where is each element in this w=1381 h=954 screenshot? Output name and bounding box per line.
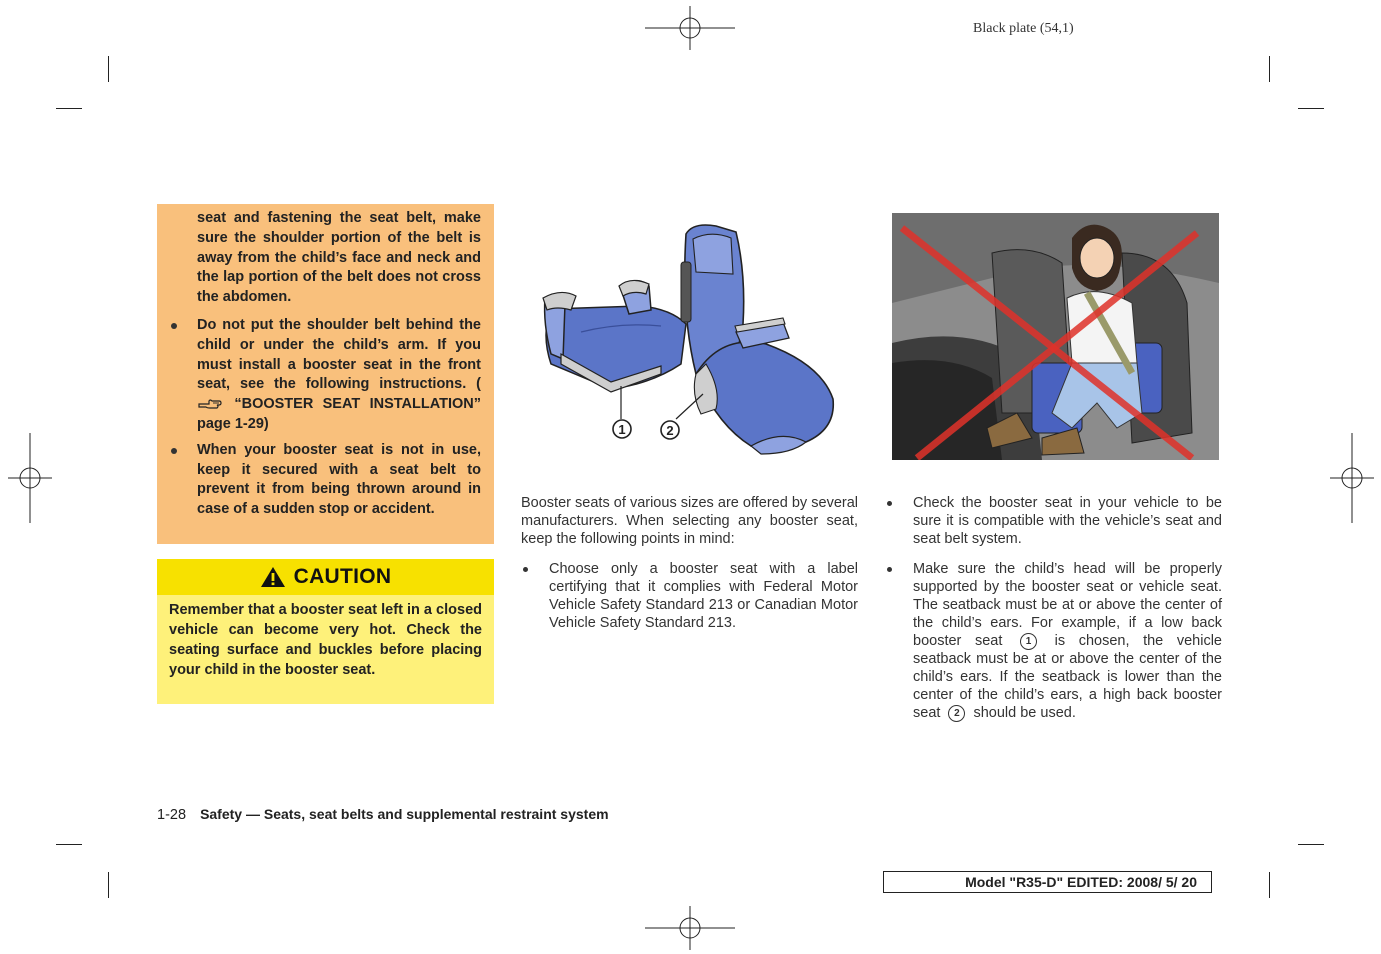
bullet-dot: [171, 448, 177, 454]
warning-bullets: [157, 316, 481, 526]
callout-label-2: 2: [666, 423, 674, 438]
booster-intro: Booster seats of various sizes are offered by several manufacturers. When selecting any booster seat, keep the following points in mind:: [521, 495, 858, 547]
bullet-fmvss: Choose only a booster seat with a label certifying that it complies with Federal Motor Vehicle Safety Standard 213 or Canadian Motor Vehicle Safety Standard 213.: [521, 560, 858, 632]
bullet-dot: [887, 567, 892, 572]
bullet-compatibility: Check the booster seat in your vehicle to be sure it is compatible with the vehicle’s seat and seat belt system.: [885, 494, 1222, 548]
caution-box: [157, 559, 494, 704]
warning-continuation: seat and fastening the seat belt, make sure the shoulder portion of the belt is away from the child’s face and neck and the lap portion of the belt does not cross the abdomen.: [197, 210, 481, 306]
circled-number-2: 2: [948, 705, 965, 722]
caution-header: [157, 559, 494, 595]
column-3: [885, 494, 1222, 734]
warning-triangle-icon: [260, 566, 286, 588]
warning-bullet-1: Do not put the shoulder belt behind the child or under the child’s arm. If you must install a booster seat in the front seat, see the following instructions. ( “BOOSTER SEAT INSTALLATION” page 1-29): [157, 316, 481, 435]
page-number: 1-28: [157, 807, 187, 823]
high-back-booster-seat: [676, 225, 833, 454]
incorrect-booster-illustration: [892, 213, 1219, 460]
registration-mark-top: [645, 6, 735, 50]
plate-label: Black plate (54,1): [973, 21, 1074, 36]
caution-title: CAUTION: [293, 565, 392, 588]
column-2-bullets: [521, 560, 858, 632]
bullet-dot: [887, 501, 892, 506]
booster-seats-illustration: [521, 214, 858, 460]
pointing-hand-icon: [197, 395, 225, 411]
page-footer: [157, 806, 609, 823]
registration-mark-right: [1330, 433, 1374, 523]
warning-box: [157, 204, 494, 544]
caution-text: Remember that a booster seat left in a closed vehicle can become very hot. Check the seating surface and buckles before placing your child in the booster seat.: [169, 602, 482, 678]
registration-mark-left: [8, 433, 52, 523]
bullet-dot: [523, 567, 528, 572]
callout-label-1: 1: [618, 422, 626, 437]
model-edited-label: Model "R35-D" EDITED: 2008/ 5/ 20: [883, 871, 1212, 893]
bullet-dot: [171, 323, 177, 329]
column-3-bullets: [885, 494, 1222, 722]
circled-number-1: 1: [1020, 633, 1037, 650]
registration-mark-bottom: [645, 906, 735, 950]
section-title: Safety — Seats, seat belts and supplemental restraint system: [200, 806, 609, 822]
bullet-head-support: Make sure the child’s head will be properly supported by the booster seat or vehicle seat. The seatback must be at or above the center of the child’s ears. For example, if a low back booster seat 1 is chosen, the vehicle seatback must be at or above the center of the child’s ears. If the seatback is lower than the center of the child’s ears, a high back booster seat 2 should be used.: [885, 560, 1222, 722]
warning-bullet-2: When your booster seat is not in use, keep it secured with a seat belt to prevent it from being thrown around in case of a sudden stop or accident.: [157, 441, 481, 520]
low-back-booster-seat: [543, 280, 686, 419]
column-2: [521, 494, 858, 644]
